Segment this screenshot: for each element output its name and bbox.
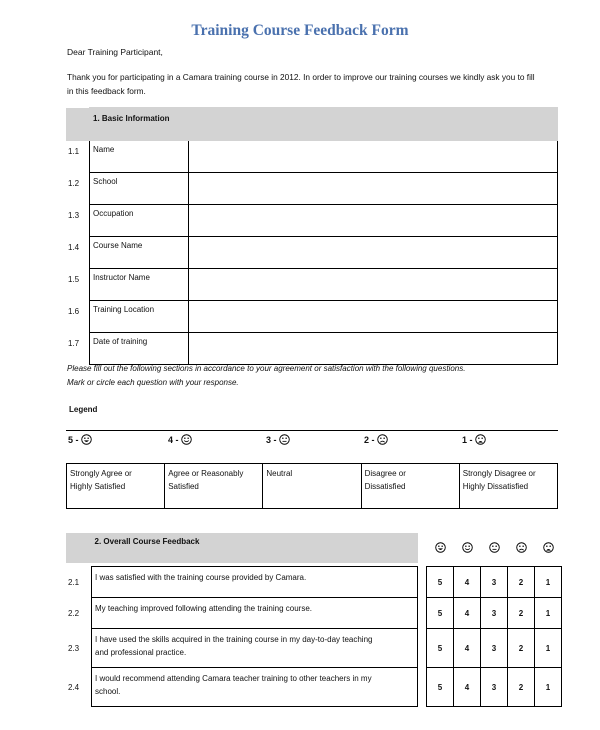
- rating-3[interactable]: 3: [481, 629, 508, 668]
- scale-label: 2 -: [364, 434, 375, 445]
- row-number: 1.4: [68, 242, 80, 252]
- school-field[interactable]: [189, 173, 558, 205]
- question-text: I was satisfied with the training course provided by Camara.: [92, 567, 418, 598]
- scale-label: 5 -: [68, 434, 79, 445]
- instructions: [67, 362, 547, 389]
- row-number: 1.5: [68, 274, 80, 284]
- happy-face-icon: [462, 542, 473, 553]
- info-row-school: [66, 173, 558, 205]
- legend-description-1: Strongly Disagree or Highly Dissatisfied: [459, 464, 557, 509]
- legend-descriptions-table: [66, 463, 558, 509]
- field-label: Occupation: [90, 205, 189, 237]
- sad-face-icon: [377, 434, 388, 445]
- legend-description-5: Strongly Agree or Highly Satisfied: [67, 464, 165, 509]
- row-number: 1.7: [68, 338, 80, 348]
- field-label: Training Location: [90, 301, 189, 333]
- very-sad-face-icon: [543, 542, 554, 553]
- instructions-line-1: Please fill out the following sections in accordance to your agreement or satisfaction with the following questions.: [67, 364, 466, 373]
- question-text: My teaching improved following attending the training course.: [92, 598, 418, 629]
- row-number: 2.4: [68, 682, 80, 692]
- rating-5[interactable]: 5: [427, 668, 454, 707]
- question-text: I have used the skills acquired in the training course in my day-to-day teaching and professional practice.: [92, 629, 418, 668]
- feedback-row-2-1: [66, 567, 562, 598]
- field-label: Name: [90, 141, 189, 173]
- row-number: 1.2: [68, 178, 80, 188]
- instructor-name-field[interactable]: [189, 269, 558, 301]
- info-row-date-of-training: [66, 333, 558, 365]
- rating-5[interactable]: 5: [427, 598, 454, 629]
- row-number: 2.3: [68, 643, 80, 653]
- instructions-line-2: Mark or circle each question with your response.: [67, 377, 239, 387]
- basic-information-table: [66, 107, 558, 365]
- field-label: Date of training: [90, 333, 189, 365]
- form-title: Training Course Feedback Form: [191, 22, 409, 39]
- occupation-field[interactable]: [189, 205, 558, 237]
- rating-3[interactable]: 3: [481, 598, 508, 629]
- legend-description-4: Agree or Reasonably Satisfied: [165, 464, 263, 509]
- overall-feedback-table: [66, 533, 562, 707]
- intro-text: Thank you for participating in a Camara training course in 2012. In order to improve our training courses we kindly ask you to fill in this feedback form.: [67, 72, 535, 96]
- legend-description-2: Disagree or Dissatisfied: [361, 464, 459, 509]
- legend-description-3: Neutral: [263, 464, 361, 509]
- rating-2[interactable]: 2: [508, 567, 535, 598]
- scale-item-3: [266, 434, 290, 445]
- section2-header: 2. Overall Course Feedback: [92, 533, 418, 563]
- info-row-occupation: [66, 205, 558, 237]
- feedback-row-2-3: [66, 629, 562, 668]
- neutral-face-icon: [489, 542, 500, 553]
- rating-4[interactable]: 4: [454, 598, 481, 629]
- scale-item-1: [462, 434, 486, 445]
- feedback-row-2-4: [66, 668, 562, 707]
- info-row-training-location: [66, 301, 558, 333]
- rating-4[interactable]: 4: [454, 668, 481, 707]
- rating-3[interactable]: 3: [481, 668, 508, 707]
- rating-1[interactable]: 1: [535, 629, 562, 668]
- rating-5[interactable]: 5: [427, 567, 454, 598]
- scale-item-4: [168, 434, 192, 445]
- question-text: I would recommend attending Camara teacher training to other teachers in my school.: [92, 668, 418, 707]
- rating-2[interactable]: 2: [508, 668, 535, 707]
- neutral-face-icon: [279, 434, 290, 445]
- rating-2[interactable]: 2: [508, 598, 535, 629]
- rating-2[interactable]: 2: [508, 629, 535, 668]
- rating-4[interactable]: 4: [454, 567, 481, 598]
- row-number: 1.3: [68, 210, 80, 220]
- rating-3[interactable]: 3: [481, 567, 508, 598]
- info-row-name: [66, 141, 558, 173]
- field-label: Course Name: [90, 237, 189, 269]
- very-happy-face-icon: [435, 542, 446, 553]
- field-label: Instructor Name: [90, 269, 189, 301]
- rating-1[interactable]: 1: [535, 598, 562, 629]
- very-happy-face-icon: [81, 434, 92, 445]
- feedback-row-2-2: [66, 598, 562, 629]
- row-number: 1.6: [68, 306, 80, 316]
- rating-5[interactable]: 5: [427, 629, 454, 668]
- rating-4[interactable]: 4: [454, 629, 481, 668]
- scale-item-5: [68, 434, 92, 445]
- happy-face-icon: [181, 434, 192, 445]
- rating-1[interactable]: 1: [535, 668, 562, 707]
- row-number: 1.1: [68, 146, 80, 156]
- date-of-training-field[interactable]: [189, 333, 558, 365]
- greeting-text: Dear Training Participant,: [67, 47, 163, 57]
- legend-scale: [66, 430, 558, 455]
- scale-label: 3 -: [266, 434, 277, 445]
- rating-1[interactable]: 1: [535, 567, 562, 598]
- row-number: 2.2: [68, 608, 80, 618]
- scale-label: 1 -: [462, 434, 473, 445]
- training-location-field[interactable]: [189, 301, 558, 333]
- info-row-course-name: [66, 237, 558, 269]
- name-field[interactable]: [189, 141, 558, 173]
- very-sad-face-icon: [475, 434, 486, 445]
- field-label: School: [90, 173, 189, 205]
- row-number: 2.1: [68, 577, 80, 587]
- info-row-instructor-name: [66, 269, 558, 301]
- legend-title: Legend: [69, 405, 98, 414]
- scale-label: 4 -: [168, 434, 179, 445]
- section1-header: 1. Basic Information: [90, 108, 558, 141]
- sad-face-icon: [516, 542, 527, 553]
- scale-item-2: [364, 434, 388, 445]
- course-name-field[interactable]: [189, 237, 558, 269]
